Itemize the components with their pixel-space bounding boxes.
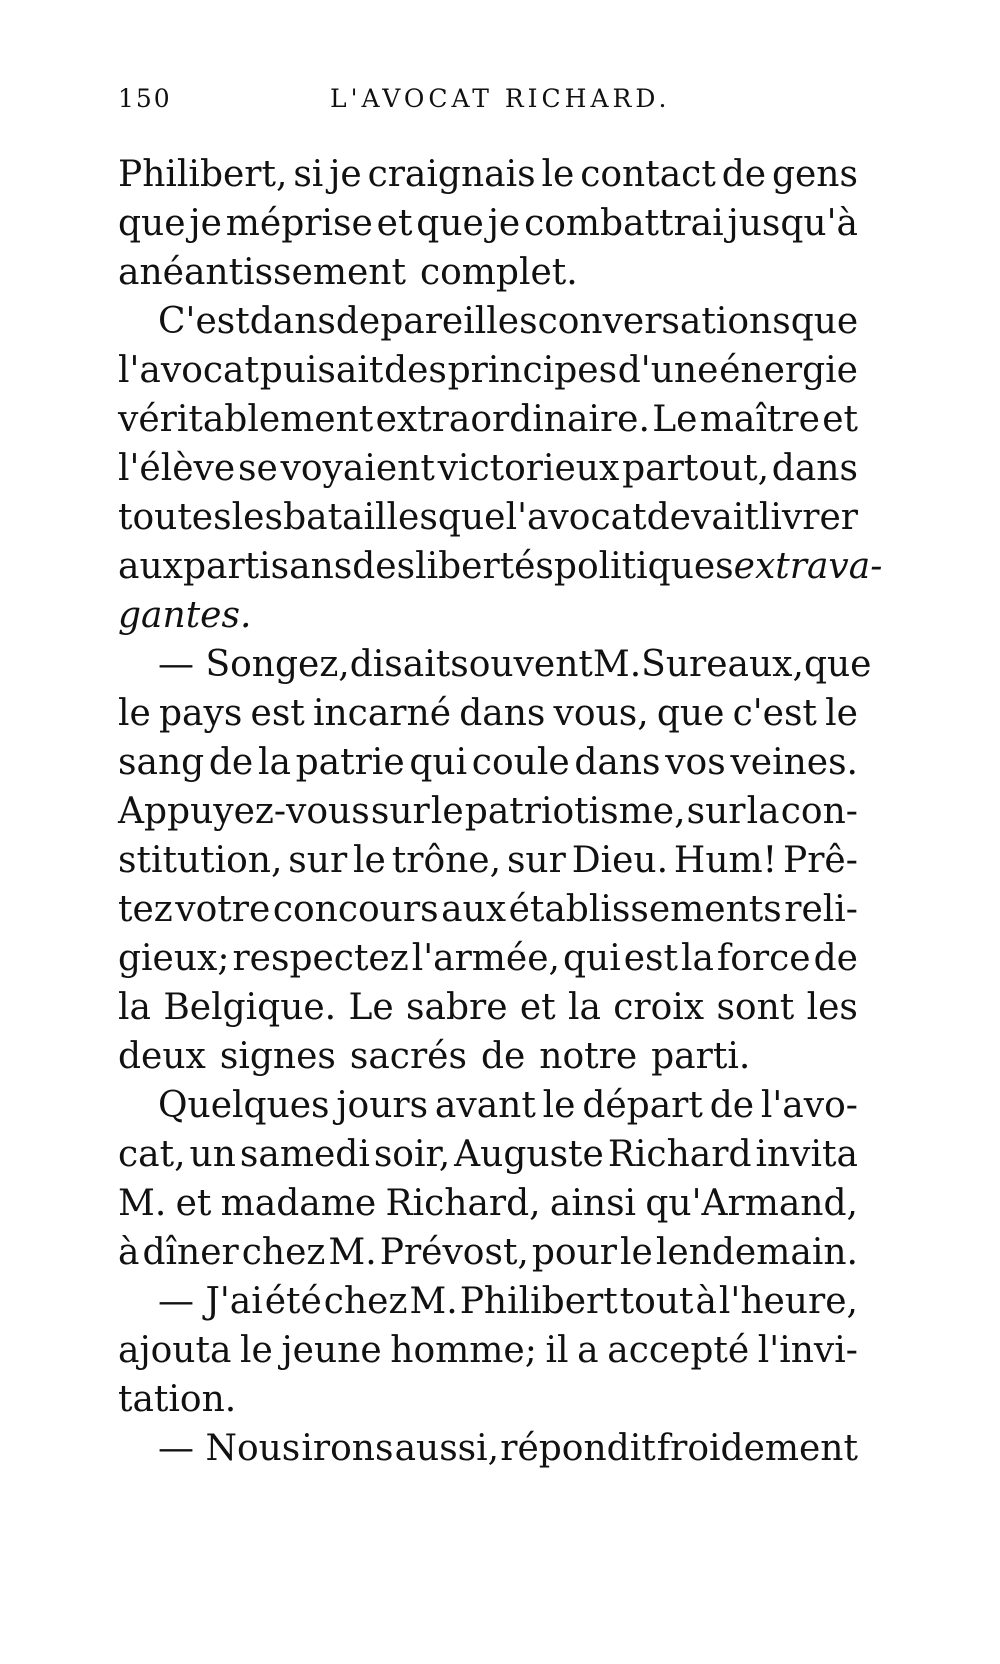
word: de — [480, 1036, 526, 1077]
word: patrie — [295, 742, 405, 783]
word: Le — [652, 399, 698, 440]
word: la — [567, 987, 601, 1028]
word: — Songez, — [158, 644, 350, 685]
word: la — [257, 742, 291, 783]
word: stitution, — [118, 840, 283, 881]
word: si — [293, 154, 324, 195]
text-line — [118, 1081, 858, 1130]
word: concours — [272, 889, 439, 930]
word: gantes. — [118, 595, 252, 636]
word: la — [118, 987, 151, 1028]
word: la — [746, 791, 780, 832]
word: pour — [531, 1232, 618, 1273]
word: le — [542, 1085, 576, 1126]
word: et — [822, 399, 858, 440]
word: sacrés — [349, 1036, 467, 1077]
word: est — [623, 938, 678, 979]
word: Prévost, — [379, 1232, 529, 1273]
word: croix — [613, 987, 705, 1028]
word: ajouta — [118, 1330, 232, 1371]
word: irons — [301, 1428, 394, 1469]
word: Richard — [607, 1134, 752, 1175]
word: veines. — [730, 742, 858, 783]
word: sur — [686, 791, 746, 832]
word: a — [577, 1330, 599, 1371]
text-line — [118, 297, 858, 346]
word: Belgique. — [163, 987, 337, 1028]
word: M. — [118, 1183, 167, 1224]
word: complet. — [419, 252, 578, 293]
word: parti. — [651, 1036, 751, 1077]
word: notre — [539, 1036, 638, 1077]
word: victorieux — [437, 448, 620, 489]
word: établissements — [508, 889, 782, 930]
word: les — [806, 987, 858, 1028]
word: aux — [441, 889, 507, 930]
word: extraordinaire. — [375, 399, 650, 440]
word: de — [813, 938, 858, 979]
text-line — [118, 689, 858, 738]
word: départ — [582, 1085, 703, 1126]
word: de — [335, 301, 381, 342]
word: soir, — [373, 1134, 451, 1175]
word: avant — [434, 1085, 536, 1126]
word: devait — [646, 497, 759, 538]
word: l'avocat — [505, 497, 647, 538]
word: gieux; — [118, 938, 230, 979]
word: à — [695, 1281, 717, 1322]
word: Auguste — [454, 1134, 604, 1175]
word: est — [250, 693, 305, 734]
word: con- — [780, 791, 858, 832]
word: jusqu'à — [727, 203, 858, 244]
word: partout, — [622, 448, 770, 489]
word: homme; — [390, 1330, 537, 1371]
text-line — [118, 1424, 858, 1473]
word: je — [189, 203, 222, 244]
word: aussi, — [394, 1428, 500, 1469]
word: contact — [580, 154, 716, 195]
word: Philibert — [459, 1281, 618, 1322]
word: que — [118, 203, 186, 244]
word: Prê- — [783, 840, 858, 881]
word: l'avocat — [118, 350, 259, 391]
word: accepté — [607, 1330, 750, 1371]
word: incarné — [312, 693, 451, 734]
word: dans — [249, 301, 336, 342]
word: chez — [323, 1281, 408, 1322]
word: dans — [771, 448, 858, 489]
text-line — [118, 542, 883, 591]
word: se — [237, 448, 278, 489]
word: invita — [755, 1134, 858, 1175]
word: Hum! — [673, 840, 778, 881]
word: énergie — [719, 350, 858, 391]
word: je — [487, 203, 521, 244]
word: l'invi- — [757, 1330, 858, 1371]
word: le — [240, 1330, 273, 1371]
word: deux — [118, 1036, 206, 1077]
word: le — [620, 1232, 653, 1273]
word: l'avo- — [760, 1085, 858, 1126]
page-header — [118, 84, 858, 124]
word: chez — [241, 1232, 326, 1273]
word: livrer — [758, 497, 858, 538]
word: Sureaux, — [641, 644, 804, 685]
word: qu'Armand, — [645, 1183, 858, 1224]
word: froidement — [656, 1428, 858, 1469]
word: cat, — [118, 1134, 186, 1175]
word: anéantissement — [118, 252, 406, 293]
word: le — [353, 840, 386, 881]
word: que — [416, 203, 484, 244]
text-line — [118, 1032, 858, 1081]
word: et — [376, 203, 413, 244]
word: jeune — [281, 1330, 382, 1371]
word: dans — [574, 742, 661, 783]
word: sur — [506, 840, 566, 881]
word: tout — [619, 1281, 694, 1322]
word: l'élève — [118, 448, 236, 489]
text-line — [118, 885, 858, 934]
text-line — [118, 346, 858, 395]
text-line — [118, 640, 872, 689]
text-line — [118, 444, 858, 493]
word: l'armée, — [411, 938, 560, 979]
word: et — [175, 1183, 212, 1224]
word: qui — [562, 938, 621, 979]
word: un — [189, 1134, 236, 1175]
word: principes — [447, 350, 618, 391]
word: les — [231, 497, 283, 538]
word: politiques — [553, 546, 734, 587]
word: Quelques — [158, 1085, 330, 1126]
word: vos — [665, 742, 726, 783]
word: M. — [409, 1281, 458, 1322]
word: madame — [220, 1183, 377, 1224]
word: coule — [471, 742, 570, 783]
word: sur — [288, 840, 348, 881]
word: disait — [349, 644, 451, 685]
text-line — [118, 1130, 858, 1179]
word: libertés — [415, 546, 554, 587]
word: c'est — [732, 693, 817, 734]
word: trône, — [391, 840, 502, 881]
word: Le — [348, 987, 394, 1028]
word: que — [656, 693, 725, 734]
word: Richard, — [385, 1183, 541, 1224]
word: M. — [592, 644, 642, 685]
word: aux — [118, 546, 183, 587]
word: samedi — [239, 1134, 370, 1175]
text-line — [118, 1228, 858, 1277]
word: qui — [409, 742, 468, 783]
word: l'heure, — [718, 1281, 858, 1322]
word: combattrai — [524, 203, 724, 244]
word: des — [352, 546, 416, 587]
word: méprise — [225, 203, 373, 244]
word: d'une — [617, 350, 719, 391]
word: lendemain. — [655, 1232, 858, 1273]
word: le — [825, 693, 858, 734]
word: de — [721, 154, 767, 195]
word: C'est — [158, 301, 250, 342]
word: batailles — [283, 497, 438, 538]
text-line — [118, 1375, 858, 1424]
word: jours — [336, 1085, 429, 1126]
word: Philibert, — [118, 154, 288, 195]
word: sont — [716, 987, 795, 1028]
word: vous, — [553, 693, 649, 734]
text-line — [118, 836, 858, 885]
word: de — [208, 742, 254, 783]
text-line — [118, 1277, 858, 1326]
word: que — [803, 644, 872, 685]
text-line — [118, 150, 858, 199]
word: et — [519, 987, 556, 1028]
word: votre — [175, 889, 271, 930]
word: Dieu. — [571, 840, 669, 881]
word: craignais — [367, 154, 536, 195]
word: puisait — [259, 350, 384, 391]
word: des — [384, 350, 447, 391]
word: extrava- — [733, 546, 883, 587]
word: tation. — [118, 1379, 237, 1420]
word: reli- — [784, 889, 858, 930]
word: souvent — [450, 644, 593, 685]
word: il — [545, 1330, 569, 1371]
word: — Nous — [158, 1428, 301, 1469]
text-line — [118, 787, 858, 836]
word: la — [680, 938, 714, 979]
page-number: 150 — [118, 84, 172, 113]
text-line — [118, 248, 858, 297]
word: voyaient — [280, 448, 435, 489]
word: je — [329, 154, 362, 195]
word: sur — [370, 791, 430, 832]
text-line — [118, 983, 858, 1032]
text-line — [118, 738, 858, 787]
word: conversations — [537, 301, 791, 342]
word: pareilles — [380, 301, 538, 342]
word: respectez — [232, 938, 409, 979]
word: le — [118, 693, 151, 734]
text-line — [118, 934, 858, 983]
word: Appuyez-vous — [118, 791, 370, 832]
text-line — [118, 395, 858, 444]
word: toutes — [118, 497, 232, 538]
text-line — [118, 493, 858, 542]
text-line — [118, 199, 858, 248]
word: de — [709, 1085, 755, 1126]
word: le — [430, 791, 464, 832]
word: M. — [328, 1232, 377, 1273]
text-line — [118, 591, 858, 640]
word: force — [716, 938, 811, 979]
word: le — [541, 154, 575, 195]
word: été — [264, 1281, 322, 1322]
word: pays — [159, 693, 243, 734]
text-line — [118, 1179, 858, 1228]
word: sabre — [406, 987, 508, 1028]
word: tez — [118, 889, 173, 930]
word: ainsi — [549, 1183, 637, 1224]
word: que — [790, 301, 859, 342]
word: sang — [118, 742, 205, 783]
word: dîner — [142, 1232, 239, 1273]
word: signes — [219, 1036, 336, 1077]
word: maître — [699, 399, 820, 440]
word: dans — [459, 693, 546, 734]
word: gens — [771, 154, 858, 195]
word: à — [118, 1232, 140, 1273]
body-text — [118, 150, 883, 1473]
word: répondit — [500, 1428, 656, 1469]
word: patriotisme, — [464, 791, 686, 832]
running-title: L'AVOCAT RICHARD. — [330, 84, 671, 113]
word: — J'ai — [158, 1281, 263, 1322]
word: partisans — [182, 546, 353, 587]
word: que — [437, 497, 506, 538]
text-line — [118, 1326, 858, 1375]
word: véritablement — [118, 399, 374, 440]
